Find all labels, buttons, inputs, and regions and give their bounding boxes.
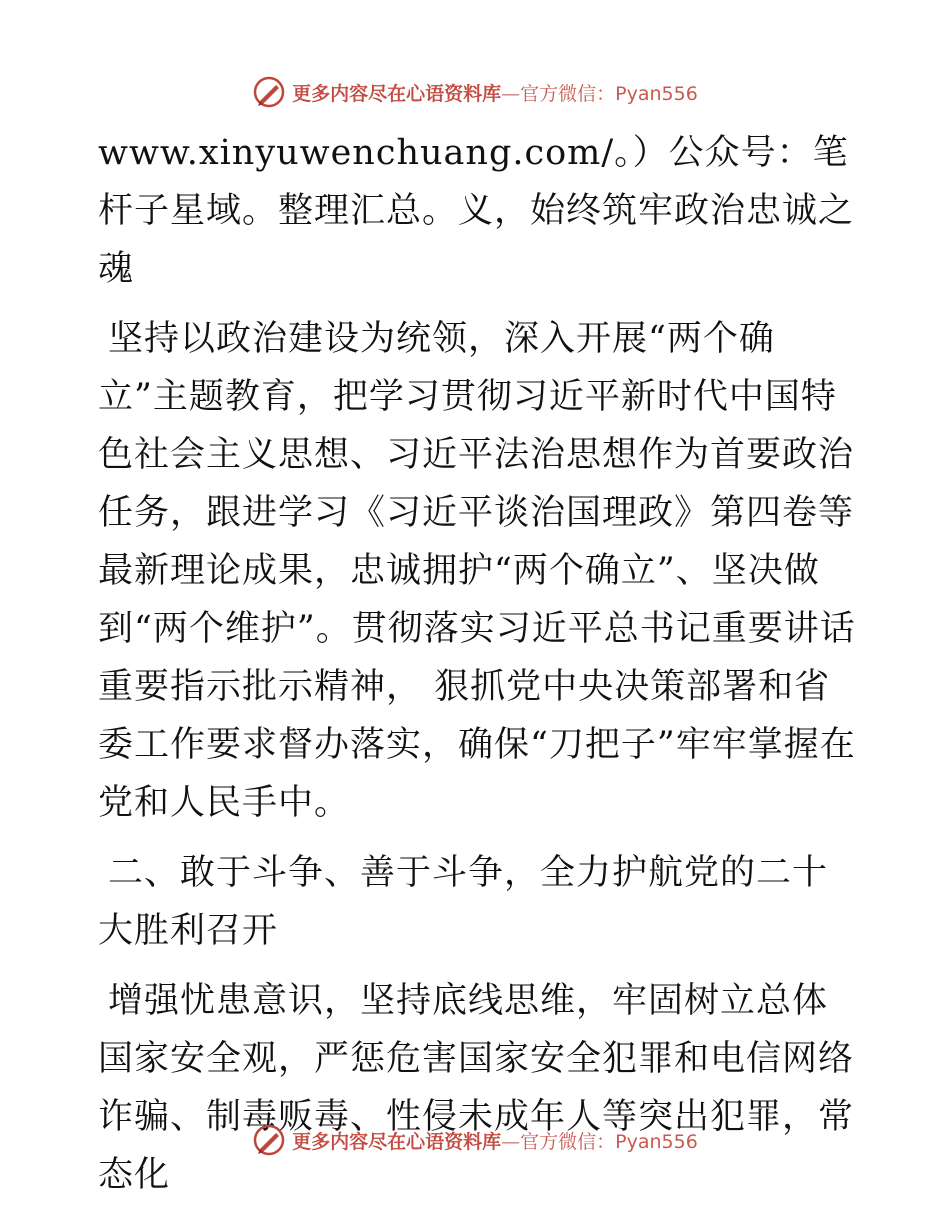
footer-banner-contact: 官方微信：Pyan556 bbox=[520, 1130, 698, 1153]
footer-banner-lead: 更多内容尽在心语资料库 bbox=[292, 1130, 502, 1153]
header-banner-lead: 更多内容尽在心语资料库 bbox=[292, 82, 502, 105]
pen-logo-icon bbox=[252, 1123, 286, 1157]
footer-banner bbox=[0, 1120, 950, 1160]
paragraph-security: 增强忧患意识，坚持底线思维，牢固树立总体国家安全观，严惩危害国家安全犯罪和电信网络诈骗、制毒贩毒、性侵未成年人等突出犯罪，常态化 bbox=[98, 981, 855, 1195]
header-banner-dash: — bbox=[501, 82, 521, 105]
section-heading-two: 二、敢于斗争、善于斗争，全力护航党的二十大胜利召开 bbox=[98, 853, 829, 951]
header-banner bbox=[0, 72, 950, 112]
header-banner-text bbox=[292, 79, 698, 106]
paragraph-continuation: www.xinyuwenchuang.com/。）公众号：笔杆子星域。整理汇总。义，始终筑牢政治忠诚之魂 bbox=[98, 133, 855, 289]
pen-logo-icon bbox=[252, 75, 286, 109]
footer-banner-text bbox=[292, 1127, 698, 1154]
paragraph-political-building: 坚持以政治建设为统领，深入开展“两个确立”主题教育，把学习贯彻习近平新时代中国特色社会主义思想、习近平法治思想作为首要政治任务，跟进学习《习近平谈治国理政》第四卷等最新理论成果，忠诚拥护“两个确立”、坚决做到“两个维护”。贯彻落实习近平总书记重要讲话重要指示批示精神， 狠抓党中央决策部署和省委工作要求督办落实，确保“刀把子”牢牢掌握在党和人民手中。 bbox=[98, 319, 856, 823]
document-body bbox=[98, 124, 858, 1204]
footer-banner-dash: — bbox=[501, 1130, 521, 1153]
header-banner-contact: 官方微信：Pyan556 bbox=[520, 82, 698, 105]
